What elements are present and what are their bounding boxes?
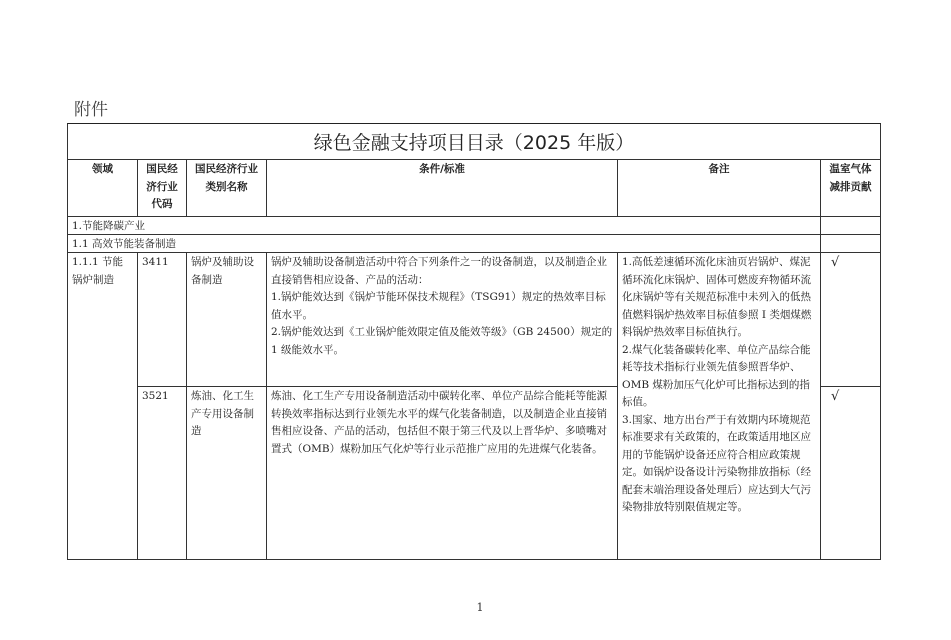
catalog-table — [67, 123, 881, 560]
remarks-cell: 1.高低差速循环流化床油页岩锅炉、煤泥循环流化床锅炉、固体可燃废弃物循环流化床锅炉等有关规范标准中未列入的低热值燃料锅炉热效率目标值参照 I 类烟煤燃料锅炉热效率目标值执行。 2.煤气化装备碳转化率、单位产品综合能耗等技术指标行业领先值参照晋华炉、OMB 煤粉加压气化炉可比指标达到的指标值。 3.国家、地方出台严于有效期内环境规范标准要求有关政策的，在政策适用地区应用的节能锅炉设备还应符合相应政策规定。如锅炉设备设计污染物排放指标（经配套末端治理设备处理后）应达到大气污染物排放特别限值规定等。 — [617, 252, 820, 560]
ghg-check-cell: √ — [820, 252, 881, 386]
industry-code-cell: 3411 — [137, 252, 186, 386]
section-row: 1.节能降碳产业 — [67, 216, 820, 234]
criteria-cell: 炼油、化工生产专用设备制造活动中碳转化率、单位产品综合能耗等能源转换效率指标达到行业领先水平的煤气化装备制造，以及制造企业直接销售相应设备、产品的活动，包括但不限于第三代及以上晋华炉、多喷嘴对置式（OMB）煤粉加压气化炉等行业示范推广应用的先进煤气化装备。 — [266, 386, 617, 560]
industry-name-cell: 锅炉及辅助设备制造 — [186, 252, 266, 386]
subsection-ghg-cell — [820, 234, 881, 252]
header-remarks: 备注 — [617, 159, 820, 216]
industry-name-cell: 炼油、化工生产专用设备制造 — [186, 386, 266, 560]
table-title: 绿色金融支持项目目录（2025 年版） — [67, 123, 881, 159]
header-industry-code: 国民经济行业代码 — [137, 159, 186, 216]
section-ghg-cell — [820, 216, 881, 234]
domain-cell: 1.1.1 节能锅炉制造 — [67, 252, 137, 560]
industry-code-cell: 3521 — [137, 386, 186, 560]
header-criteria: 条件/标准 — [266, 159, 617, 216]
subsection-row: 1.1 高效节能装备制造 — [67, 234, 820, 252]
criteria-cell: 锅炉及辅助设备制造活动中符合下列条件之一的设备制造，以及制造企业直接销售相应设备、产品的活动： 1.锅炉能效达到《锅炉节能环保技术规程》（TSG91）规定的热效率目标值水平。 2.锅炉能效达到《工业锅炉能效限定值及能效等级》（GB 24500）规定的 1 级能效水平。 — [266, 252, 617, 386]
header-ghg: 温室气体减排贡献 — [820, 159, 881, 216]
header-domain: 领域 — [67, 159, 137, 216]
page-number: 1 — [476, 601, 484, 614]
header-industry-name: 国民经济行业类别名称 — [186, 159, 266, 216]
ghg-check-cell: √ — [820, 386, 881, 560]
attachment-label: 附件 — [74, 100, 108, 120]
